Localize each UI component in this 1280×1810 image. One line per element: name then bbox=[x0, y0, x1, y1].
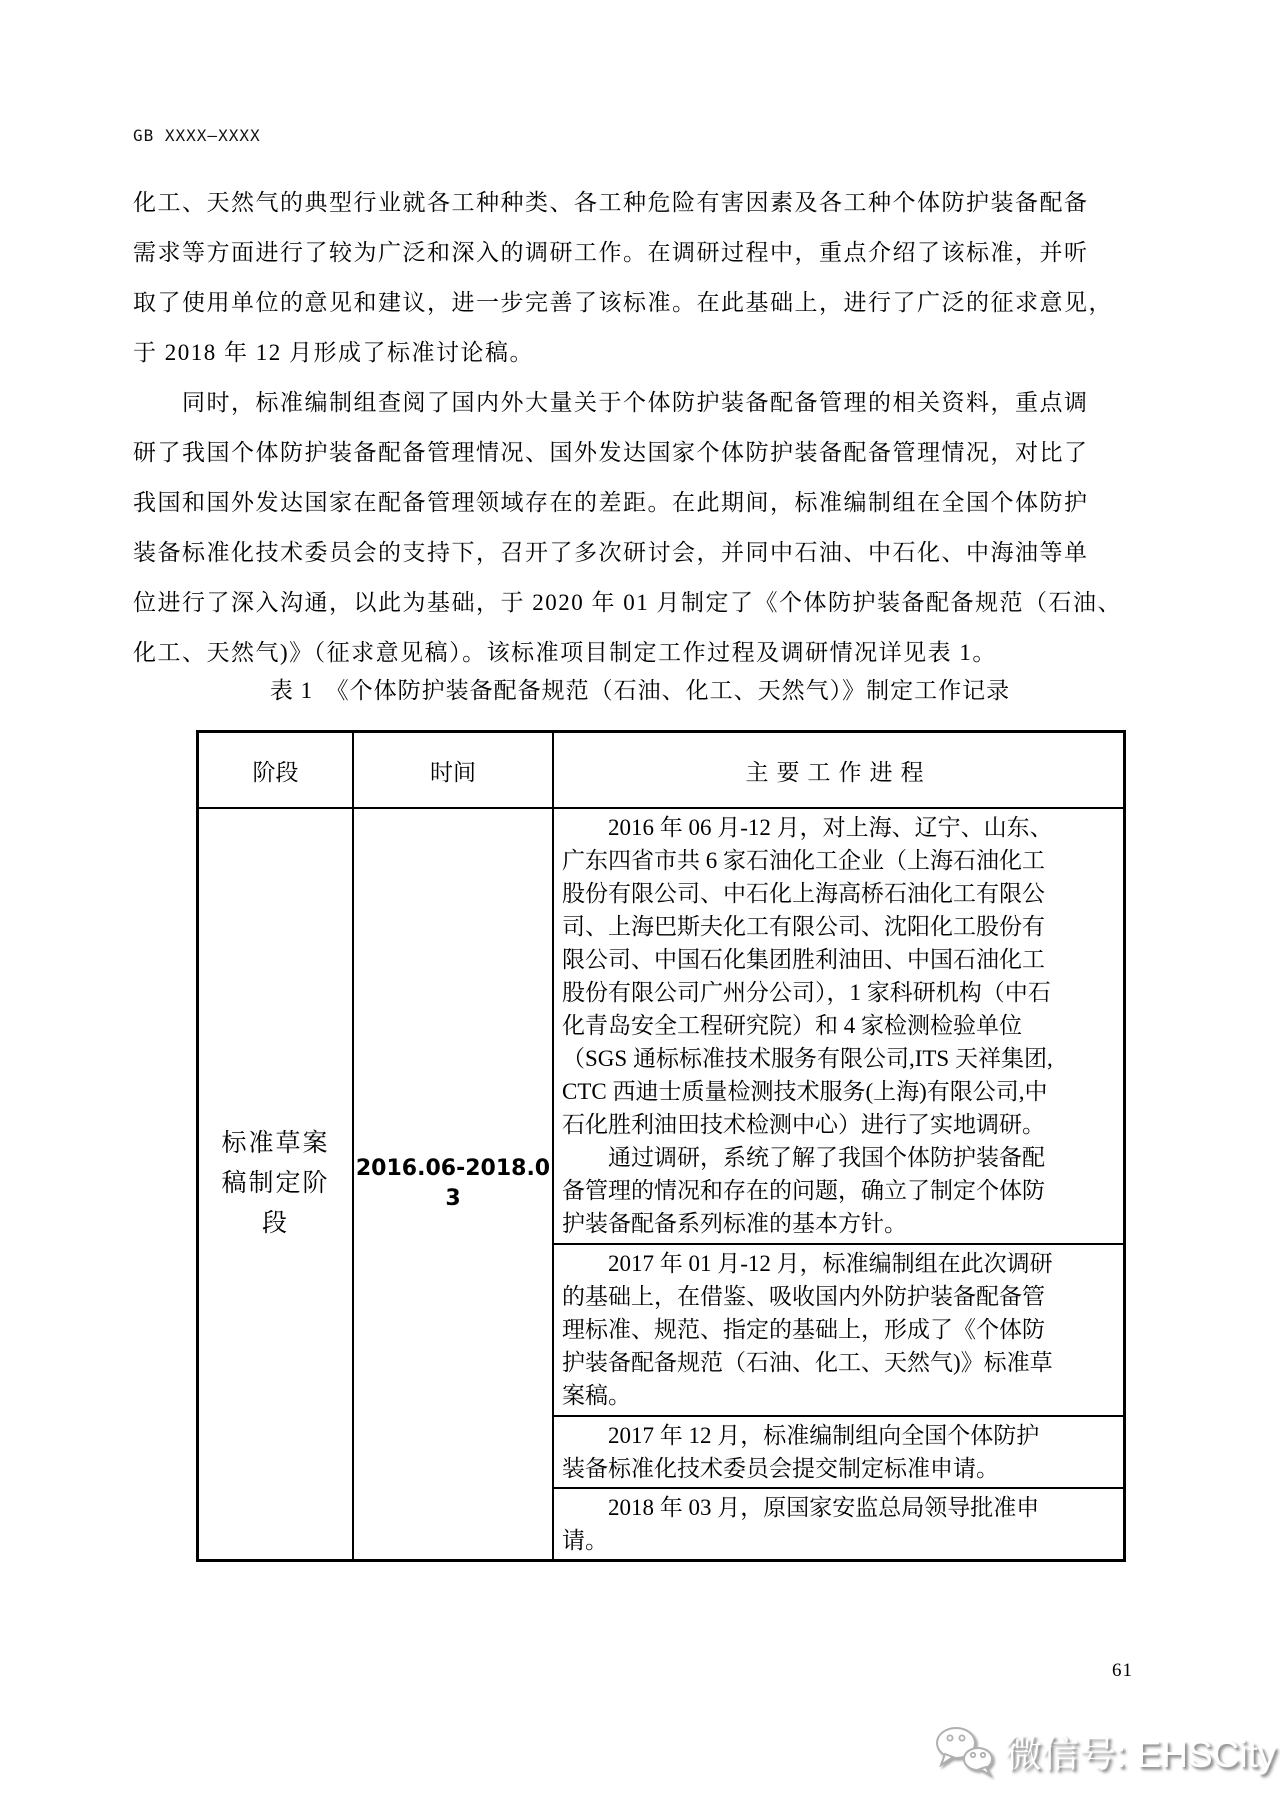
text-line: 2016 年 06 月-12 月，对上海、辽宁、山东、 bbox=[562, 815, 1053, 840]
table-caption: 表 1 《个体防护装备配备规范（石油、化工、天然气）》制定工作记录 bbox=[269, 678, 1011, 703]
work-record-table bbox=[196, 730, 1126, 1562]
body-text bbox=[133, 178, 1173, 678]
text-line: 化青岛安全工程研究院）和 4 家检测检验单位 bbox=[562, 1013, 1022, 1038]
text-line: 司、上海巴斯夫化工有限公司、沈阳化工股份有 bbox=[562, 914, 1045, 939]
stage-cell bbox=[198, 808, 354, 1561]
text-line: 装备标准化技术委员会的支持下，召开了多次研讨会，并同中石油、中石化、中海油等单 bbox=[133, 540, 1089, 565]
watermark bbox=[933, 1724, 1276, 1778]
col-header-time: 时间 bbox=[353, 732, 553, 809]
progress-cell-2 bbox=[553, 1244, 1125, 1416]
progress-cell-4 bbox=[553, 1488, 1125, 1561]
text-line: 化工、天然气)》（征求意见稿）。该标准项目制定工作过程及调研情况详见表 1。 bbox=[133, 640, 997, 665]
text-line: 取了使用单位的意见和建议，进一步完善了该标准。在此基础上，进行了广泛的征求意见， bbox=[133, 290, 1113, 315]
text-line: 股份有限公司广州分公司），1 家科研机构（中石 bbox=[562, 980, 1051, 1005]
text-line: 护装备配备系列标准的基本方针。 bbox=[562, 1211, 907, 1236]
text-line: 于 2018 年 12 月形成了标准讨论稿。 bbox=[133, 340, 534, 365]
text-line: 广东四省市共 6 家石油化工企业（上海石油化工 bbox=[562, 848, 1045, 873]
text-line: 研了我国个体防护装备配备管理情况、国外发达国家个体防护装备配备管理情况，对比了 bbox=[133, 440, 1089, 465]
text-line: 2017 年 01 月-12 月，标准编制组在此次调研 bbox=[562, 1251, 1053, 1276]
page-number: 61 bbox=[1112, 1660, 1133, 1681]
text-line: 装备标准化技术委员会提交制定标准申请。 bbox=[562, 1456, 999, 1481]
text-line: 通过调研，系统了解了我国个体防护装备配 bbox=[562, 1145, 1045, 1170]
text-line: 需求等方面进行了较为广泛和深入的调研工作。在调研过程中，重点介绍了该标准，并听 bbox=[133, 240, 1089, 265]
text-line: 段 bbox=[261, 1210, 289, 1237]
text-line: CTC 西迪士质量检测技术服务(上海)有限公司,中 bbox=[562, 1079, 1048, 1104]
text-line: 股份有限公司、中石化上海高桥石油化工有限公 bbox=[562, 881, 1045, 906]
wechat-icon bbox=[933, 1725, 997, 1777]
text-line: 2018 年 03 月，原国家安监总局领导批准申 bbox=[562, 1495, 1040, 1520]
text-line: 限公司、中国石化集团胜利油田、中国石油化工 bbox=[562, 947, 1045, 972]
text-line: 稿制定阶 bbox=[221, 1170, 330, 1197]
text-line: 标准草案 bbox=[221, 1130, 330, 1157]
table-header-row bbox=[198, 732, 1125, 809]
text-line: 备管理的情况和存在的问题，确立了制定个体防 bbox=[562, 1178, 1045, 1203]
text-line: 位进行了深入沟通，以此为基础，于 2020 年 01 月制定了《个体防护装备配备规范（石油、 bbox=[133, 590, 1122, 615]
text-line: 我国和国外发达国家在配备管理领域存在的差距。在此期间，标准编制组在全国个体防护 bbox=[133, 490, 1089, 515]
doc-code: GB XXXX—XXXX bbox=[133, 126, 261, 145]
text-line: 2017 年 12 月，标准编制组向全国个体防护 bbox=[562, 1423, 1040, 1448]
text-line: 石化胜利油田技术检测中心）进行了实地调研。 bbox=[562, 1112, 1045, 1137]
text-line: （SGS 通标标准技术服务有限公司,ITS 天祥集团, bbox=[562, 1046, 1053, 1071]
col-header-progress: 主要工作进程 bbox=[553, 732, 1125, 809]
col-header-stage: 阶段 bbox=[198, 732, 354, 809]
text-line: 请。 bbox=[562, 1528, 608, 1553]
text-line: 3 bbox=[445, 1186, 461, 1211]
text-line: 的基础上，在借鉴、吸收国内外防护装备配备管 bbox=[562, 1284, 1045, 1309]
progress-cell-1 bbox=[553, 808, 1125, 1244]
time-cell bbox=[353, 808, 553, 1561]
table-row bbox=[198, 808, 1125, 1244]
text-line: 护装备配备规范（石油、化工、天然气)》标准草 bbox=[562, 1350, 1053, 1375]
text-line: 案稿。 bbox=[562, 1383, 631, 1408]
text-line: 同时，标准编制组查阅了国内外大量关于个体防护装备配备管理的相关资料，重点调 bbox=[133, 390, 1089, 415]
text-line: 化工、天然气的典型行业就各工种种类、各工种危险有害因素及各工种个体防护装备配备 bbox=[133, 190, 1089, 215]
text-line: 理标准、规范、指定的基础上，形成了《个体防 bbox=[562, 1317, 1045, 1342]
watermark-label: 微信号: EHSCity bbox=[1005, 1734, 1277, 1775]
progress-cell-3 bbox=[553, 1416, 1125, 1488]
text-line: 2016.06-2018.0 bbox=[355, 1156, 551, 1181]
